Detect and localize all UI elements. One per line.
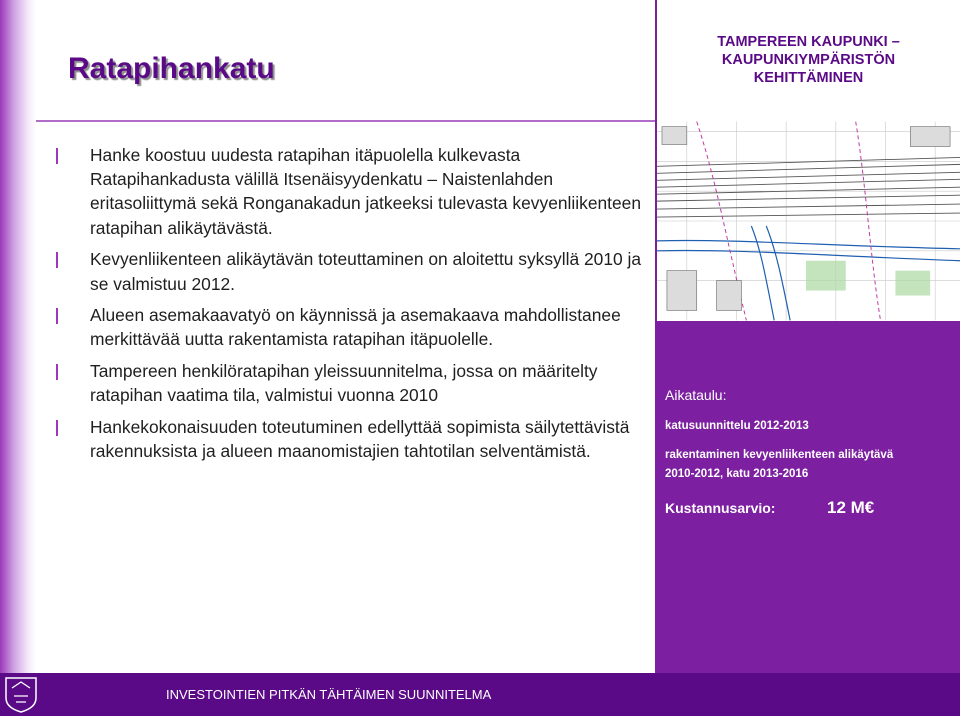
organization-header xyxy=(655,0,960,121)
bullet-item xyxy=(56,415,642,463)
bullet-text: Hankekokonaisuuden toteutuminen edellyttää sopimista säilytettävistä rakennuksista ja alueen maanomistajien tahtotilan selventämistä. xyxy=(90,417,630,462)
slide-title: Ratapihankatu xyxy=(68,52,275,85)
schedule-info-box xyxy=(655,321,960,673)
schedule-label: Aikataulu: xyxy=(665,387,727,403)
bullet-item xyxy=(56,247,642,295)
organization-name-line3: KEHITTÄMINEN xyxy=(753,70,864,86)
cost-estimate-value: 12 M€ xyxy=(827,498,875,517)
bullet-text: Alueen asemakaavatyö on käynnissä ja asemakaava mahdollistanee merkittävää uutta rakentamista ratapihan itäpuolelle. xyxy=(90,305,621,350)
bullet-text: Tampereen henkilöratapihan yleissuunnitelma, jossa on määritelty ratapihan vaatima tila, valmistui vuonna 2010 xyxy=(90,361,598,406)
bullet-item xyxy=(56,359,642,407)
bullet-item xyxy=(56,143,642,240)
schedule-construction: rakentaminen kevyenliikenteen alikäytävä xyxy=(665,449,894,461)
organization-name-line2: KAUPUNKIYMPÄRISTÖN xyxy=(721,52,896,68)
bullet-text: Hanke koostuu uudesta ratapihan itäpuolella kulkevasta Ratapihankadusta välillä Itsenäisyydenkatu – Naistenlahden eritasoliittymä sekä Ronganakadun jatkeeksi tulevasta kevyenliikenteen ratapihan alikäytävästä. xyxy=(90,145,642,238)
bullet-marker xyxy=(56,148,58,164)
schedule-construction-years: 2010-2012, katu 2013-2016 xyxy=(665,468,809,480)
footer-text: INVESTOINTIEN PITKÄN TÄHTÄIMEN SUUNNITELMA xyxy=(166,687,492,702)
schedule-street-planning: katusuunnittelu 2012-2013 xyxy=(665,420,809,432)
bullet-marker xyxy=(56,364,58,380)
bullet-marker xyxy=(56,252,58,268)
bullet-item xyxy=(56,303,642,351)
title-divider xyxy=(36,120,655,122)
site-plan-map xyxy=(655,121,960,321)
site-plan-drawing xyxy=(657,121,960,321)
bullet-list xyxy=(56,143,642,471)
bullet-marker xyxy=(56,308,58,324)
city-crest-icon xyxy=(4,676,38,713)
footer-bar xyxy=(0,673,960,716)
organization-name-line1: TAMPEREEN KAUPUNKI – xyxy=(717,34,900,50)
bullet-text: Kevyenliikenteen alikäytävän toteuttaminen on aloitettu syksyllä 2010 ja se valmistuu 2012. xyxy=(90,249,642,294)
bullet-marker xyxy=(56,420,58,436)
left-decorative-band xyxy=(0,0,36,716)
organization-name xyxy=(657,33,960,87)
cost-estimate-label: Kustannusarvio: xyxy=(665,500,776,516)
